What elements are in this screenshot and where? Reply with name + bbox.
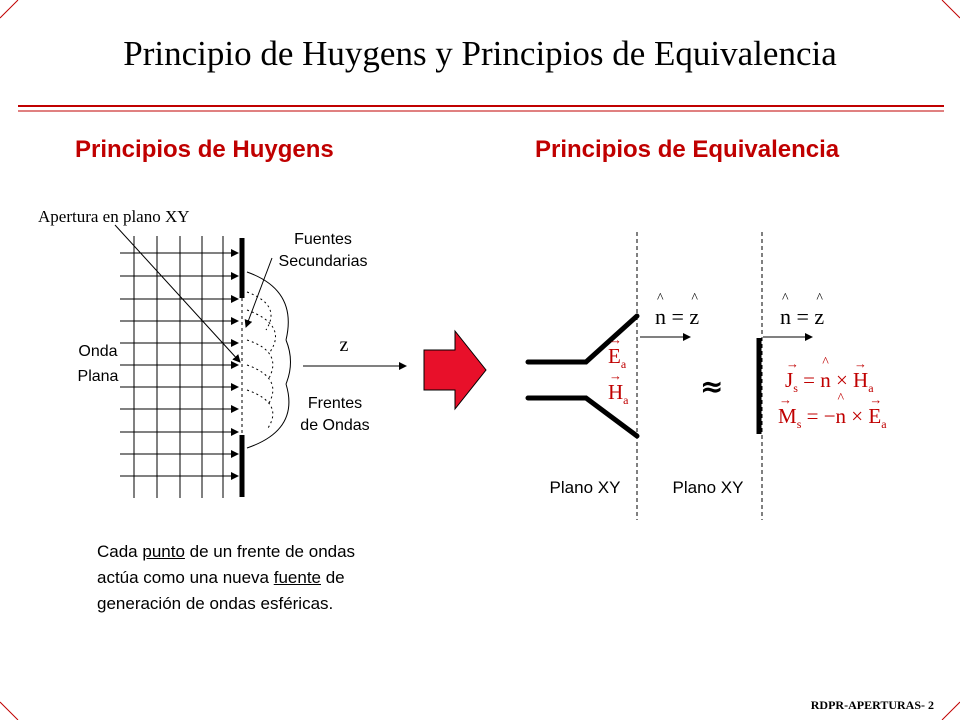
- aperture-label: Apertura en plano XY: [38, 207, 190, 226]
- field-e-label: → $E_a$: [608, 332, 627, 372]
- approx-symbol: ≈: [700, 370, 724, 403]
- field-h-label: → $H_a$: [608, 368, 629, 408]
- sources-label-2: Secundarias: [278, 253, 368, 270]
- eq-j: → $J_s$ = ^ n × → $H_a$: [785, 355, 874, 396]
- sources-label-1: Fuentes: [294, 231, 352, 248]
- wave-label-1: Onda: [78, 343, 118, 360]
- fronts-label-2: de Ondas: [300, 417, 370, 434]
- normal-eq-left: ^ n = ^ z: [655, 291, 700, 329]
- caption-text-3: de generación de ondas esféricas.: [97, 568, 345, 613]
- huygens-heading: Principios de Huygens: [75, 136, 334, 163]
- equivalence-heading: Principios de Equivalencia: [535, 136, 840, 163]
- normal-eq-right: ^ n = ^ z: [780, 291, 825, 329]
- eq-m: → $M_s$ = − ^ n × → $E_a$: [778, 391, 887, 432]
- plane-label-left: Plano XY: [549, 478, 621, 497]
- page-title: Principio de Huygens y Principios de Equivalencia: [123, 34, 837, 73]
- caption-underline-1: punto: [142, 542, 185, 561]
- caption-underline-2: fuente: [273, 568, 321, 587]
- fronts-label-1: Frentes: [307, 395, 363, 412]
- wave-label-2: Plana: [77, 368, 119, 385]
- caption-text-2: de un frente de ondas actúa como una nueva: [97, 542, 356, 587]
- plane-label-right: Plano XY: [672, 478, 744, 497]
- z-label: z: [339, 334, 349, 356]
- caption-text-1: Cada: [97, 542, 143, 561]
- footer-label: RDPR-APERTURAS- 2: [810, 698, 934, 712]
